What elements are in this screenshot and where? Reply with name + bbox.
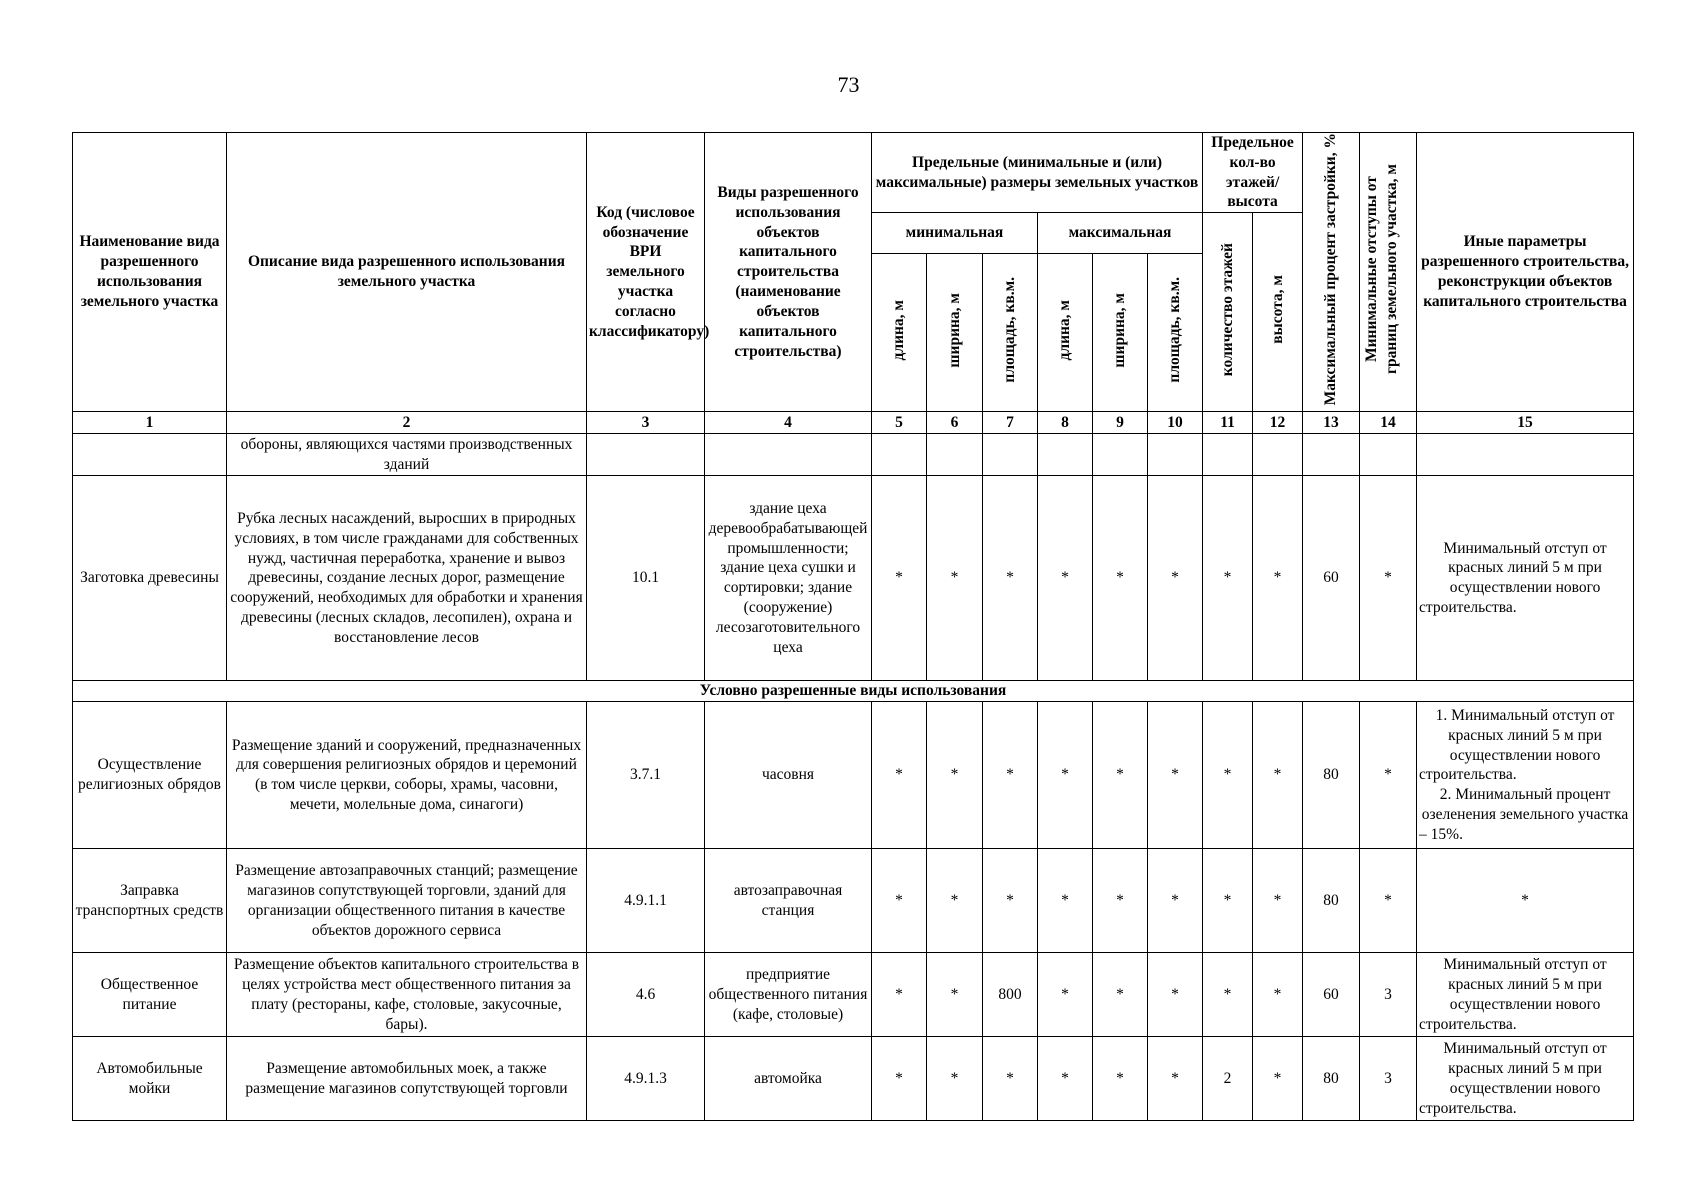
cell-value: * (1253, 476, 1303, 681)
cell-description: обороны, являющихся частями производственных зданий (227, 434, 587, 476)
column-number: 14 (1360, 412, 1417, 434)
cell-value: * (1253, 953, 1303, 1037)
cell-value: * (872, 702, 927, 849)
header-min-width (927, 254, 983, 412)
column-number: 12 (1253, 412, 1303, 434)
header-min-length-text: длина, м (890, 299, 908, 361)
column-number: 9 (1093, 412, 1148, 434)
header-max-area-text: площадь, кв.м. (1166, 277, 1184, 383)
header-max-area (1148, 254, 1203, 412)
cell-min-offset: * (1360, 476, 1417, 681)
cell-code: 4.6 (587, 953, 705, 1037)
cell-empty (587, 434, 705, 476)
header-floors-count-text: количество этажей (1218, 242, 1236, 376)
cell-value: * (1148, 953, 1203, 1037)
cell-empty (1038, 434, 1093, 476)
header-min-area (983, 254, 1038, 412)
table-row (73, 849, 1634, 953)
page-number: 73 (837, 72, 860, 97)
header-col3: Код (числовое обозначение ВРИ земельного участка согласно классификатору) (587, 133, 705, 412)
cell-code: 3.7.1 (587, 702, 705, 849)
cell-value: * (1038, 849, 1093, 953)
cell-min-offset: 3 (1360, 1037, 1417, 1121)
cell-value: * (1203, 849, 1253, 953)
cell-empty (1253, 434, 1303, 476)
column-number: 2 (227, 412, 587, 434)
cell-code: 4.9.1.3 (587, 1037, 705, 1121)
cell-value: * (927, 1037, 983, 1121)
cell-empty (1303, 434, 1360, 476)
cell-value: * (1038, 476, 1093, 681)
cell-value: * (872, 1037, 927, 1121)
zoning-table (72, 132, 1634, 1121)
cell-value: * (1148, 1037, 1203, 1121)
cell-description: Размещение автозаправочных станций; размещение магазинов сопутствующей торговли, зданий для организации общественного питания в качестве объектов дорожного сервиса (227, 849, 587, 953)
header-col14 (1360, 133, 1417, 412)
cell-objects: автозаправочная станция (705, 849, 872, 953)
cell-empty (1203, 434, 1253, 476)
section-title: Условно разрешенные виды использования (73, 681, 1634, 702)
cell-max-percent: 60 (1303, 953, 1360, 1037)
cell-min-offset: * (1360, 702, 1417, 849)
column-number: 3 (587, 412, 705, 434)
cell-value: * (927, 849, 983, 953)
cell-value: * (1093, 953, 1148, 1037)
column-number: 7 (983, 412, 1038, 434)
table-row (73, 702, 1634, 849)
cell-other: Минимальный отступ от красных линий 5 м при осуществлении нового строительства. (1417, 953, 1634, 1037)
column-number: 4 (705, 412, 872, 434)
section-row (73, 681, 1634, 702)
cell-min-offset: 3 (1360, 953, 1417, 1037)
cell-other: Минимальный отступ от красных линий 5 м при осуществлении нового строительства. (1417, 476, 1634, 681)
column-number: 10 (1148, 412, 1203, 434)
cell-name: Заправка транспортных средств (73, 849, 227, 953)
cell-description: Размещение зданий и сооружений, предназначенных для совершения религиозных обрядов и церемоний (в том числе церкви, соборы, храмы, часовни, мечети, молельные дома, синагоги) (227, 702, 587, 849)
cell-value: * (1203, 953, 1253, 1037)
header-max-length (1038, 254, 1093, 412)
header-max-width (1093, 254, 1148, 412)
cell-value: * (927, 953, 983, 1037)
header-min-length (872, 254, 927, 412)
cell-value: 800 (983, 953, 1038, 1037)
header-col4: Виды разрешенного использования объектов капитального строительства (наименование объектов капитального строительства) (705, 133, 872, 412)
table-row (73, 1037, 1634, 1121)
column-number: 13 (1303, 412, 1360, 434)
table-row (73, 476, 1634, 681)
cell-other: 1. Минимальный отступ от красных линий 5 м при осуществлении нового строительства. 2. Минимальный процент озеленения земельного участка – 15%. (1417, 702, 1634, 849)
cell-objects: здание цеха деревообрабатывающей промышленности; здание цеха сушки и сортировки; здание (сооружение) лесозаготовительного цеха (705, 476, 872, 681)
column-number: 6 (927, 412, 983, 434)
cell-name: Заготовка древесины (73, 476, 227, 681)
cell-value: * (1148, 476, 1203, 681)
cell-other: Минимальный отступ от красных линий 5 м при осуществлении нового строительства. (1417, 1037, 1634, 1121)
cell-value: * (983, 849, 1038, 953)
column-number: 11 (1203, 412, 1253, 434)
cell-value: * (927, 476, 983, 681)
header-col15: Иные параметры разрешенного строительства, реконструкции объектов капитального строительства (1417, 133, 1634, 412)
cell-value: * (1093, 1037, 1148, 1121)
header-group-floors: Предельное кол-во этажей/ высота (1203, 133, 1303, 213)
cell-value: * (872, 849, 927, 953)
cell-value: 2 (1203, 1037, 1253, 1121)
header-col13 (1303, 133, 1360, 412)
cell-value: * (1038, 702, 1093, 849)
cell-value: * (1038, 1037, 1093, 1121)
header-min-width-text: ширина, м (945, 292, 963, 368)
cell-value: * (1253, 1037, 1303, 1121)
cell-empty (983, 434, 1038, 476)
header-max-length-text: длина, м (1056, 299, 1074, 361)
cell-empty (1148, 434, 1203, 476)
cell-empty (927, 434, 983, 476)
cell-name: Автомобильные мойки (73, 1037, 227, 1121)
continuation-row (73, 434, 1634, 476)
cell-name: Общественное питание (73, 953, 227, 1037)
cell-value: * (1203, 476, 1253, 681)
cell-description: Размещение автомобильных моек, а также размещение магазинов сопутствующей торговли (227, 1037, 587, 1121)
column-number-row (73, 412, 1634, 434)
cell-value: * (1093, 702, 1148, 849)
header-col1: Наименование вида разрешенного использования земельного участка (73, 133, 227, 412)
header-max-width-text: ширина, м (1111, 292, 1129, 368)
cell-max-percent: 80 (1303, 1037, 1360, 1121)
cell-value: * (1093, 476, 1148, 681)
cell-value: * (1253, 849, 1303, 953)
cell-value: * (1148, 849, 1203, 953)
cell-objects: предприятие общественного питания (кафе, столовые) (705, 953, 872, 1037)
column-number: 5 (872, 412, 927, 434)
column-number: 15 (1417, 412, 1634, 434)
cell-value: * (983, 1037, 1038, 1121)
header-group-min: минимальная (872, 213, 1038, 254)
cell-empty (705, 434, 872, 476)
header-floors-count (1203, 213, 1253, 412)
cell-description: Рубка лесных насаждений, выросших в природных условиях, в том числе гражданами для собственных нужд, частичная переработка, хранение и вывоз древесины, создание лесных дорог, размещение сооружений, необходимых для обработки и хранения древесины (лесных складов, лесопилен), охрана и восстановление лесов (227, 476, 587, 681)
cell-max-percent: 80 (1303, 849, 1360, 953)
cell-empty (1093, 434, 1148, 476)
header-min-area-text: площадь, кв.м. (1001, 277, 1019, 383)
cell-empty (73, 434, 227, 476)
cell-other: * (1417, 849, 1634, 953)
cell-min-offset: * (1360, 849, 1417, 953)
cell-value: * (872, 476, 927, 681)
cell-value: * (1148, 702, 1203, 849)
header-row-1 (73, 133, 1634, 213)
cell-objects: автомойка (705, 1037, 872, 1121)
column-number: 8 (1038, 412, 1093, 434)
header-col14-text: Минимальные отступы от границ земельного участка, м (1363, 164, 1400, 375)
header-col2: Описание вида разрешенного использования земельного участка (227, 133, 587, 412)
cell-name: Осуществление религиозных обрядов (73, 702, 227, 849)
header-height-text: высота, м (1268, 274, 1286, 344)
cell-value: * (983, 702, 1038, 849)
cell-max-percent: 80 (1303, 702, 1360, 849)
cell-value: * (1203, 702, 1253, 849)
cell-value: * (872, 953, 927, 1037)
header-group-sizes: Предельные (минимальные и (или) максимальные) размеры земельных участков (872, 133, 1203, 213)
cell-value: * (1093, 849, 1148, 953)
cell-value: * (983, 476, 1038, 681)
cell-code: 10.1 (587, 476, 705, 681)
cell-objects: часовня (705, 702, 872, 849)
cell-max-percent: 60 (1303, 476, 1360, 681)
header-col13-text: Максимальный процент застройки, % (1322, 133, 1340, 406)
cell-code: 4.9.1.1 (587, 849, 705, 953)
cell-empty (1417, 434, 1634, 476)
cell-description: Размещение объектов капитального строительства в целях устройства мест общественного питания за плату (рестораны, кафе, столовые, закусочные, бары). (227, 953, 587, 1037)
cell-empty (1360, 434, 1417, 476)
cell-value: * (1038, 953, 1093, 1037)
column-number: 1 (73, 412, 227, 434)
cell-empty (872, 434, 927, 476)
header-height (1253, 213, 1303, 412)
table-row (73, 953, 1634, 1037)
cell-value: * (927, 702, 983, 849)
cell-value: * (1253, 702, 1303, 849)
header-group-max: максимальная (1038, 213, 1203, 254)
